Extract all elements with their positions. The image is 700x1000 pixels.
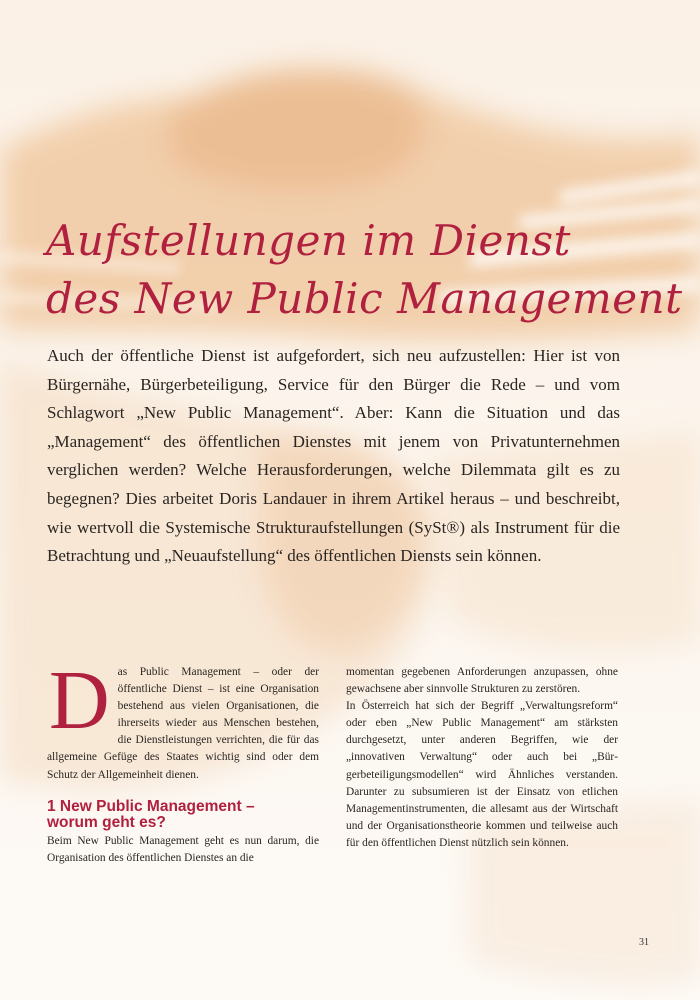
- right-paragraph-2: In Österreich hat sich der Begriff „Verwaltungsreform“ oder eben „New Public Management“ am stärksten durchgesetzt, unter anderen Begriffen, wie der „innovativen Verwaltung“ oder auch bei „Bürgerbeteiligungsmodellen“ wird Ähnliches verstanden. Darunter zu subsumieren ist der Einsatz von etlichen Managementinstrumenten, die allesamt aus der Wirtschaft und der Organisationstheorie kommen und teilweise auch für den öffentlichen Dienst nützlich sein können.: [346, 700, 618, 849]
- section-heading-line-1: 1 New Public Management –: [47, 797, 255, 815]
- left-column: [47, 654, 319, 867]
- lead-paragraph: Auch der öffentliche Dienst ist aufgefordert, sich neu aufzustellen: Hier ist von Bürgernähe, Bürgerbeteiligung, Service für den Bürger die Rede – und vom Schlagwort „New Public Management“. Aber: Kann die Situation und das „Management“ des öffentlichen Dienstes mit jenem von Privatunternehmen verglichen werden? Welche Herausforderungen, welche Dilemmata gilt es zu begegnen? Dies arbeitet Doris Landauer in ihrem Artikel heraus – und beschreibt, wie wertvoll die Systemische Strukturaufstellungen (SySt®) als Instrument für die Betrachtung und „Neuaufstellung“ des öffentlichen Diensts sein können.: [47, 346, 620, 566]
- drop-cap: D: [49, 654, 110, 747]
- right-column: [346, 664, 618, 852]
- section-body-paragraph: Beim New Public Management geht es nun darum, die Organisation des öffentlichen Dienstes an die: [47, 834, 319, 864]
- article-title: [46, 212, 683, 328]
- section-heading: [47, 799, 319, 831]
- intro-text: as Public Management – oder der öffentliche Dienst – ist eine Organisation bestehend aus vielen Organisationen, die ihrerseits wieder aus Menschen bestehen, die Dienstleistungen verrichten, die für das allgemeine Gefüge des Staates wichtig sind oder dem Schutz der Allgemeinheit dienen.: [47, 666, 319, 781]
- intro-paragraph: [47, 654, 319, 784]
- page-number: 31: [639, 937, 649, 948]
- article-title-line-2: des New Public Management: [46, 274, 683, 323]
- article-title-line-1: Aufstellungen im Dienst: [46, 216, 571, 265]
- right-paragraph-1: momentan gegebenen Anforderungen anzupassen, ohne gewachsene aber sinnvolle Strukturen zu zerstören.: [346, 666, 618, 696]
- section-heading-line-2: worum geht es?: [47, 813, 166, 831]
